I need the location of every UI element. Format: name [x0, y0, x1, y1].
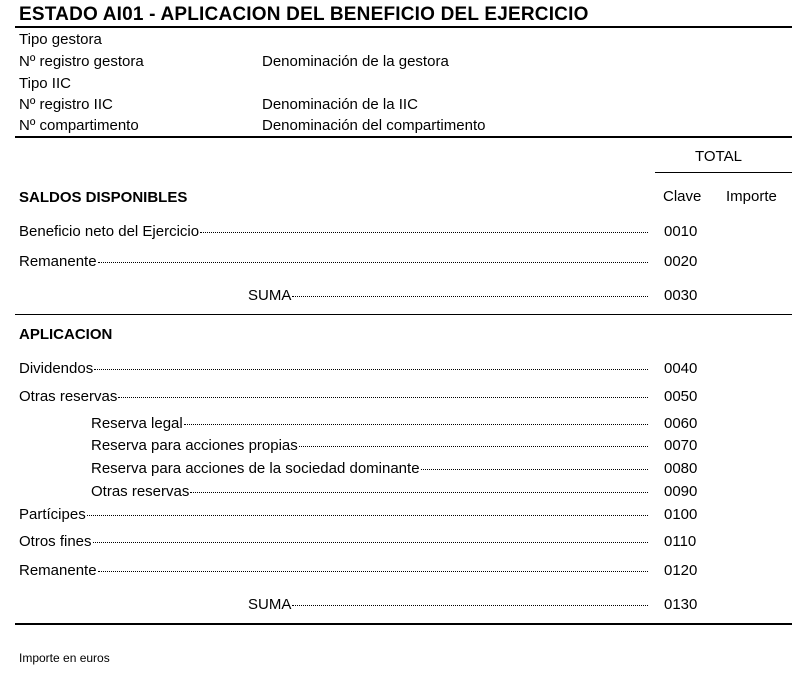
row-0060 — [91, 415, 648, 432]
row-code: 0080 — [664, 460, 698, 477]
denominacion-gestora-label: Denominación de la gestora — [262, 53, 449, 70]
dot-leader — [98, 262, 648, 263]
row-code: 0030 — [664, 287, 698, 304]
row-0030 — [248, 287, 648, 304]
tipo-gestora-label: Tipo gestora — [19, 31, 102, 48]
dot-leader — [190, 492, 648, 493]
dot-leader — [93, 542, 648, 543]
row-0130 — [248, 596, 648, 613]
importe-column-header: Importe — [726, 188, 777, 205]
row-label: Otras reservas — [91, 483, 190, 500]
row-0040 — [19, 360, 648, 377]
saldos-disponibles-heading: SALDOS DISPONIBLES — [19, 189, 188, 206]
aplicacion-heading: APLICACION — [19, 326, 113, 343]
dot-leader — [94, 369, 648, 370]
row-0010 — [19, 223, 648, 240]
title-rule — [15, 26, 792, 28]
section-rule — [15, 314, 792, 315]
registro-gestora-label: Nº registro gestora — [19, 53, 144, 70]
dot-leader — [292, 605, 648, 606]
denominacion-iic-label: Denominación de la IIC — [262, 96, 418, 113]
tipo-iic-label: Tipo IIC — [19, 75, 71, 92]
compartimento-label: Nº compartimento — [19, 117, 139, 134]
dot-leader — [118, 397, 648, 398]
row-0110 — [19, 533, 648, 550]
row-0070 — [91, 437, 648, 454]
row-code: 0100 — [664, 506, 698, 523]
footnote: Importe en euros — [19, 651, 110, 665]
row-label: SUMA — [248, 287, 292, 304]
row-label: Reserva para acciones de la sociedad dominante — [91, 460, 420, 477]
registro-iic-label: Nº registro IIC — [19, 96, 113, 113]
dot-leader — [299, 446, 648, 447]
row-code: 0040 — [664, 360, 698, 377]
denominacion-compartimento-label: Denominación del compartimento — [262, 117, 486, 134]
row-label: Partícipes — [19, 506, 86, 523]
row-code: 0060 — [664, 415, 698, 432]
row-code: 0070 — [664, 437, 698, 454]
row-0100 — [19, 506, 648, 523]
dot-leader — [200, 232, 648, 233]
page-title: ESTADO AI01 - APLICACION DEL BENEFICIO DEL EJERCICIO — [19, 4, 589, 25]
row-label: Reserva para acciones propias — [91, 437, 298, 454]
row-code: 0090 — [664, 483, 698, 500]
row-label: Otros fines — [19, 533, 92, 550]
row-0090 — [91, 483, 648, 500]
row-0050 — [19, 388, 648, 405]
total-underline — [655, 172, 792, 173]
total-column-header: TOTAL — [695, 148, 742, 165]
row-code: 0130 — [664, 596, 698, 613]
row-label: Dividendos — [19, 360, 94, 377]
row-label: Remanente — [19, 562, 97, 579]
dot-leader — [87, 515, 648, 516]
bottom-rule — [15, 623, 792, 625]
dot-leader — [184, 424, 648, 425]
row-code: 0010 — [664, 223, 698, 240]
row-0080 — [91, 460, 648, 477]
row-0120 — [19, 562, 648, 579]
row-code: 0050 — [664, 388, 698, 405]
clave-column-header: Clave — [663, 188, 702, 205]
row-code: 0120 — [664, 562, 698, 579]
dot-leader — [292, 296, 648, 297]
row-label: Otras reservas — [19, 388, 118, 405]
row-0020 — [19, 253, 648, 270]
row-label: Remanente — [19, 253, 97, 270]
dot-leader — [421, 469, 648, 470]
row-code: 0110 — [664, 533, 697, 550]
row-label: SUMA — [248, 596, 292, 613]
row-code: 0020 — [664, 253, 698, 270]
row-label: Reserva legal — [91, 415, 183, 432]
dot-leader — [98, 571, 648, 572]
identification-rule — [15, 136, 792, 138]
row-label: Beneficio neto del Ejercicio — [19, 223, 200, 240]
